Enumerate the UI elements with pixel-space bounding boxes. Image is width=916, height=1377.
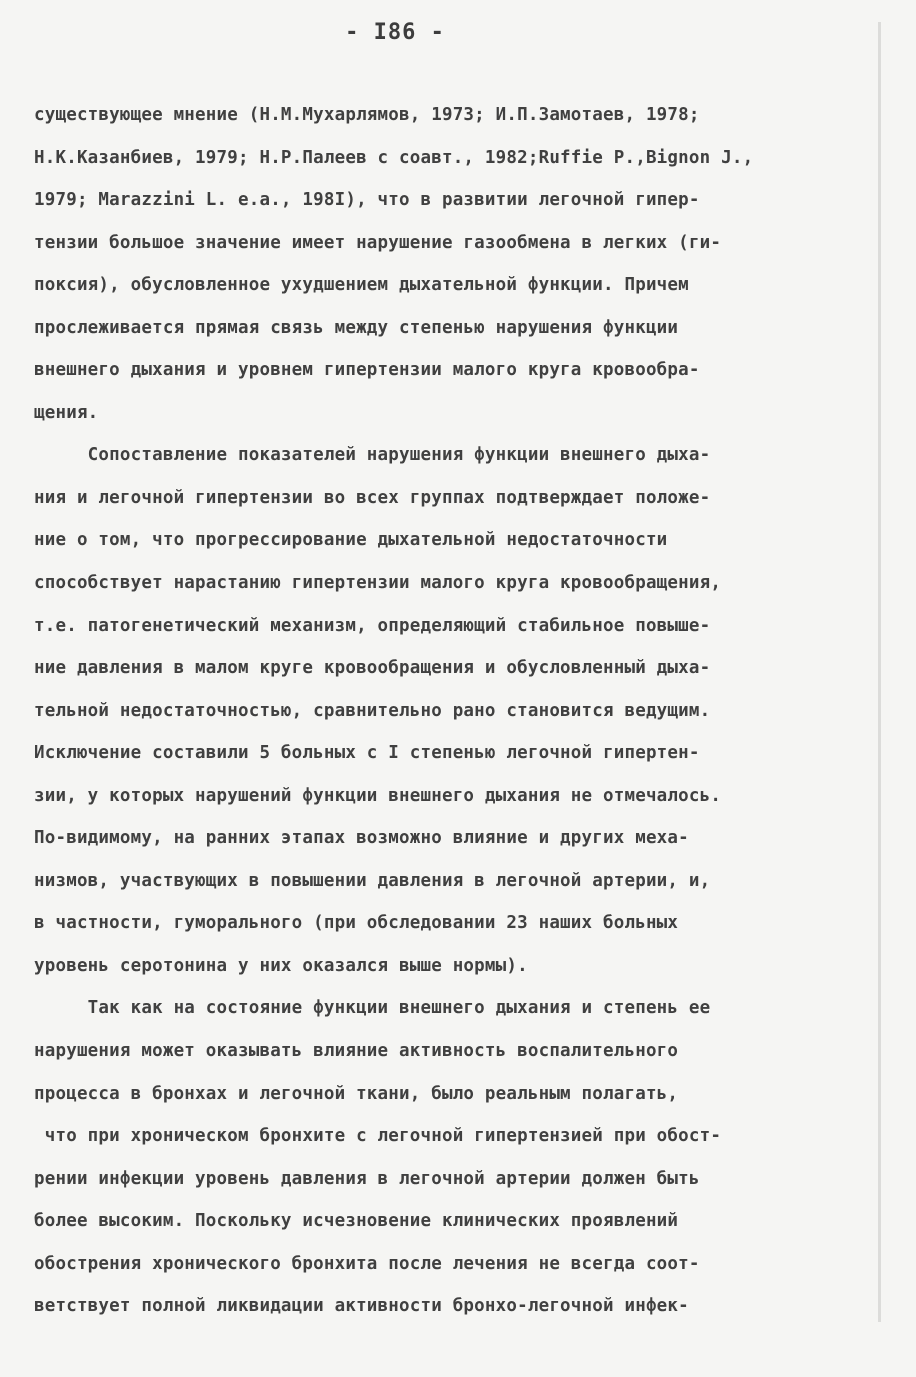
body-text — [34, 94, 864, 1328]
page-number: - I86 - — [345, 20, 445, 45]
text-line: низмов, участвующих в повышении давления в легочной артерии, и, — [34, 870, 711, 891]
text-line: тельной недостаточностью, сравнительно рано становится ведущим. — [34, 700, 711, 721]
text-line: т.е. патогенетический механизм, определяющий стабильное повыше- — [34, 615, 711, 636]
text-line: поксия), обусловленное ухудшением дыхательной функции. Причем — [34, 275, 689, 296]
text-line: ния и легочной гипертензии во всех группах подтверждает положе- — [34, 487, 711, 508]
text-line: Сопоставление показателей нарушения функции внешнего дыха- — [34, 445, 711, 466]
paragraph-1 — [34, 94, 864, 434]
text-line: более высоким. Поскольку исчезновение клинических проявлений — [34, 1211, 679, 1232]
text-line: обострения хронического бронхита после лечения не всегда соот- — [34, 1253, 700, 1274]
paragraph-2 — [34, 434, 864, 987]
text-line: способствует нарастанию гипертензии малого круга кровообращения, — [34, 573, 722, 594]
text-line: тензии большое значение имеет нарушение газообмена в легких (ги- — [34, 232, 722, 253]
text-line: Исключение составили 5 больных с I степенью легочной гипертен- — [34, 743, 700, 764]
text-line: внешнего дыхания и уровнем гипертензии малого круга кровообра- — [34, 360, 700, 381]
text-line: прослеживается прямая связь между степенью нарушения функции — [34, 317, 679, 338]
text-line: 1979; Marazzini L. e.a., 198I), что в развитии легочной гипер- — [34, 190, 700, 211]
page-edge-line — [878, 22, 881, 1322]
text-line: щения. — [34, 402, 99, 423]
text-line: существующее мнение (Н.М.Мухарлямов, 1973; И.П.Замотаев, 1978; — [34, 105, 700, 125]
text-line: нарушения может оказывать влияние активность воспалительного — [34, 1041, 679, 1062]
paragraph-3 — [34, 987, 864, 1327]
text-line: ветствует полной ликвидации активности бронхо-легочной инфек- — [34, 1296, 689, 1317]
text-line: что при хроническом бронхите с легочной гипертензией при обост- — [34, 1126, 722, 1147]
text-line: процесса в бронхах и легочной ткани, было реальным полагать, — [34, 1083, 679, 1104]
text-line: рении инфекции уровень давления в легочной артерии должен быть — [34, 1168, 700, 1189]
text-line: уровень серотонина у них оказался выше нормы). — [34, 955, 528, 976]
text-line: ние давления в малом круге кровообращения и обусловленный дыха- — [34, 658, 711, 679]
text-line: По-видимому, на ранних этапах возможно влияние и других меха- — [34, 828, 689, 849]
text-line: в частности, гуморального (при обследовании 23 наших больных — [34, 913, 679, 934]
text-line: Н.К.Казанбиев, 1979; Н.Р.Палеев с соавт., 1982;Ruffie P.,Bignon J., — [34, 147, 754, 168]
text-line: Так как на состояние функции внешнего дыхания и степень ее — [34, 998, 711, 1019]
text-line: зии, у которых нарушений функции внешнего дыхания не отмечалось. — [34, 785, 722, 806]
text-line: ние о том, что прогрессирование дыхательной недостаточности — [34, 530, 668, 551]
